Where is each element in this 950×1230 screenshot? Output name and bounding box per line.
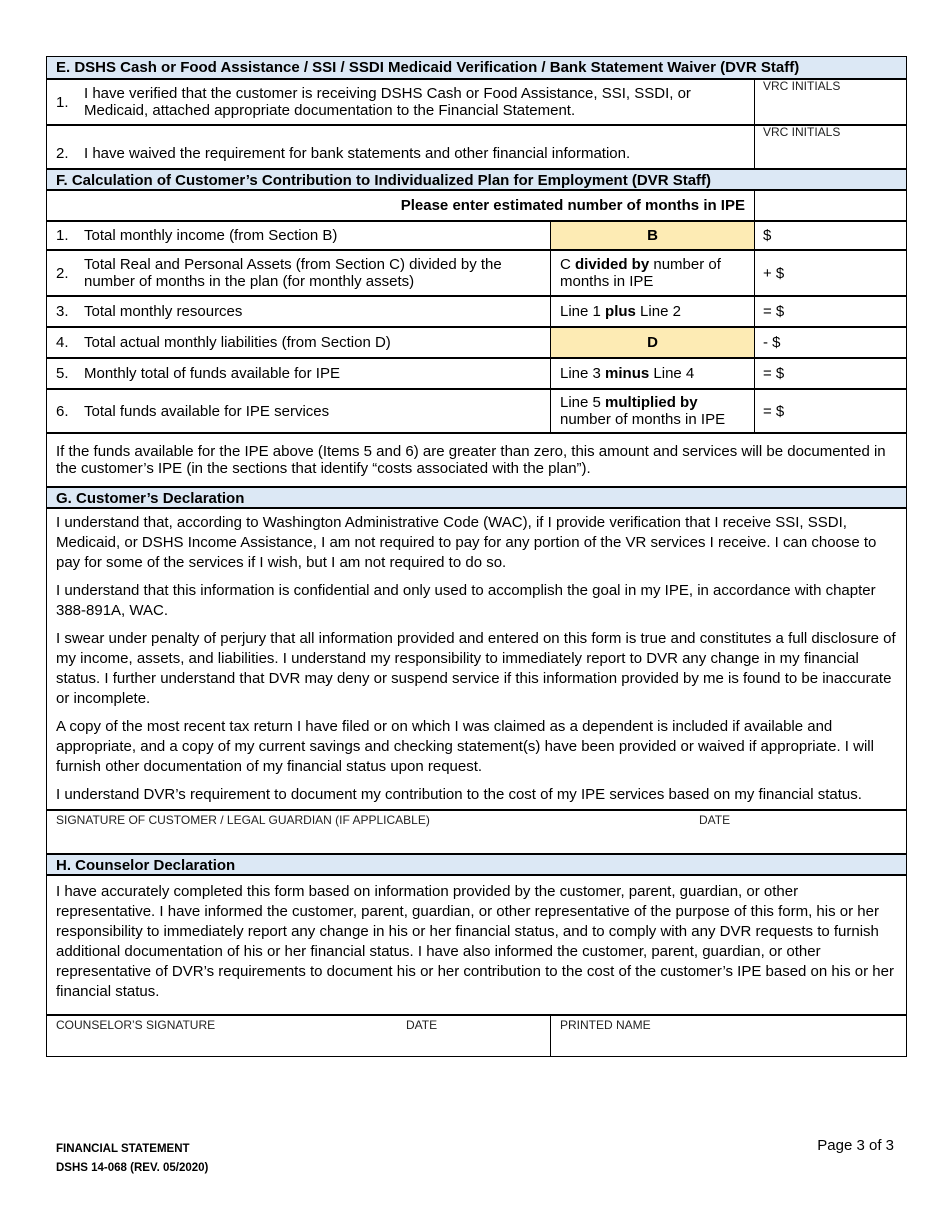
row-number: 3. <box>56 303 69 320</box>
calc-row-desc <box>47 359 551 388</box>
vrc-initials-field-1[interactable] <box>755 80 906 124</box>
calc-row-formula <box>551 390 755 432</box>
section-e-title: E. DSHS Cash or Food Assistance / SSI / SSDI Medicaid Verification / Bank Statement Waiver (DVR Staff) <box>56 59 800 76</box>
calc-row-formula <box>551 222 755 249</box>
row-number: 1. <box>56 227 69 244</box>
row-number: 2. <box>56 264 69 282</box>
section-f-note-text: If the funds available for the IPE above (Items 5 and 6) are greater than zero, this amount and services will be documented in the customer’s IPE (in the sections that identify “costs associated with the plan”). <box>56 443 886 477</box>
calc-row-amount-input[interactable] <box>755 222 906 249</box>
counselor-signature-row <box>47 1014 906 1056</box>
amount-prefix: - $ <box>763 334 781 351</box>
formula-post: number of months in IPE <box>560 256 721 290</box>
vrc-initials-label: VRC INITIALS <box>763 79 841 93</box>
amount-prefix: = $ <box>763 365 785 382</box>
customer-signature-row <box>47 809 906 853</box>
form-title: FINANCIAL STATEMENT <box>56 1143 190 1155</box>
formula-pre: Line 5 <box>560 394 606 411</box>
section-e-header <box>47 57 906 78</box>
row-desc-text: Total Real and Personal Assets (from Section C) divided by the number of months in the plan (for monthly assets) <box>84 256 502 290</box>
formula-post: Line 4 <box>649 365 695 382</box>
calc-row-desc <box>47 251 551 295</box>
section-h-header <box>47 853 906 874</box>
counselor-declaration-text: I have accurately completed this form based on information provided by the customer, parent, guardian, or other representative. I have informed the customer, parent, guardian, or other representative of the purpose of this form, his or her responsibility to immediately report any change in his or her financial status, and to comply with any DVR requests to furnish additional documentation of his or her financial status. I have also informed the customer, parent, guardian, or other representative of DVR’s requirements to document his or her contribution to the cost of the customer’s IPE based on his or her financial status. <box>56 883 894 1000</box>
printed-name-field[interactable] <box>551 1016 906 1056</box>
section-g-header <box>47 486 906 507</box>
calc-row-formula <box>551 359 755 388</box>
declaration-paragraph: A copy of the most recent tax return I have filed or on which I was claimed as a dependent is included if available and appropriate, and a copy of my current savings and checking statement(s) have been provided or waived if appropriate. I will furnish other documentation of my financial status upon request. <box>56 718 874 775</box>
row-number: 6. <box>56 402 69 420</box>
row-desc-text: Monthly total of funds available for IPE <box>84 365 340 382</box>
customer-declaration-text <box>47 509 906 809</box>
calc-row-1 <box>47 220 906 249</box>
section-f-note <box>47 432 906 486</box>
calc-row-amount-input[interactable] <box>755 251 906 295</box>
calc-row-amount-input[interactable] <box>755 328 906 357</box>
item-number: 2. <box>56 144 69 162</box>
calc-row-formula <box>551 251 755 295</box>
section-e-item-1 <box>47 78 906 124</box>
signature-label: SIGNATURE OF CUSTOMER / LEGAL GUARDIAN (IF APPLICABLE) <box>56 813 430 827</box>
counselor-signature-label: COUNSELOR’S SIGNATURE <box>56 1018 216 1032</box>
formula-pre: Line 3 <box>560 365 606 382</box>
row-desc-text: Total monthly income (from Section B) <box>84 227 338 244</box>
formula-pre: C <box>560 256 575 273</box>
calc-row-3 <box>47 295 906 326</box>
form-number: DSHS 14-068 (REV. 05/2020) <box>56 1162 209 1174</box>
vrc-initials-field-2[interactable] <box>755 126 906 168</box>
section-f-header <box>47 168 906 189</box>
formula-operator: multiplied by <box>605 394 698 411</box>
declaration-paragraph: I understand that, according to Washington Administrative Code (WAC), if I provide verification that I receive SSI, SSDI, Medicaid, or DSHS Income Assistance, I am not required to pay for any portion of the VR services I receive. I can choose to pay for some of the services if I wish, but I am not required to do so. <box>56 514 877 571</box>
row-desc-text: Total actual monthly liabilities (from Section D) <box>84 334 391 351</box>
months-in-ipe-prompt <box>47 191 755 220</box>
amount-prefix: $ <box>763 227 772 244</box>
months-in-ipe-row <box>47 189 906 220</box>
counselor-date-field[interactable] <box>397 1016 551 1056</box>
section-h-body <box>47 874 906 1014</box>
customer-signature-field[interactable] <box>47 811 690 853</box>
counselor-signature-field[interactable] <box>47 1016 397 1056</box>
row-desc-text: Total monthly resources <box>84 303 243 320</box>
form-footer <box>56 1140 208 1178</box>
calc-row-desc <box>47 328 551 357</box>
page-number: Page 3 of 3 <box>817 1137 894 1154</box>
formula-post: number of months in IPE <box>560 411 726 428</box>
calc-row-amount-input[interactable] <box>755 359 906 388</box>
formula-operator: plus <box>605 303 636 320</box>
declaration-paragraph: I understand DVR’s requirement to document my contribution to the cost of my IPE services based on my financial status. <box>56 786 862 803</box>
declaration-paragraph: I understand that this information is confidential and only used to accomplish the goal in my IPE, in accordance with chapter 388-891A, WAC. <box>56 582 876 619</box>
section-g-body <box>47 507 906 809</box>
item-text: I have verified that the customer is receiving DSHS Cash or Food Assistance, SSI, SSDI, or Medicaid, attached appropriate documentation to the Financial Statement. <box>84 85 691 119</box>
item-number: 1. <box>56 93 69 111</box>
formula-operator: minus <box>605 365 650 382</box>
printed-name-label: PRINTED NAME <box>560 1018 651 1032</box>
calc-row-amount-input[interactable] <box>755 297 906 326</box>
calc-row-desc <box>47 297 551 326</box>
calc-row-desc <box>47 390 551 432</box>
formula-text: D <box>647 334 658 351</box>
calc-row-4 <box>47 326 906 357</box>
months-prompt-text: Please enter estimated number of months in IPE <box>400 197 745 214</box>
row-desc-text: Total funds available for IPE services <box>84 402 330 420</box>
calc-row-amount-input[interactable] <box>755 390 906 432</box>
formula-operator: divided by <box>575 256 650 273</box>
calc-row-formula <box>551 328 755 357</box>
formula-post: Line 2 <box>635 303 681 320</box>
formula-text: B <box>647 227 658 244</box>
customer-date-field[interactable] <box>690 811 906 853</box>
financial-statement-form <box>46 56 907 1057</box>
months-in-ipe-input[interactable] <box>755 191 906 220</box>
calc-row-5 <box>47 357 906 388</box>
counselor-date-label: DATE <box>406 1018 438 1032</box>
row-number: 5. <box>56 365 69 382</box>
row-number: 4. <box>56 334 69 351</box>
calc-row-2 <box>47 249 906 295</box>
formula-text <box>560 256 745 290</box>
formula-pre: Line 1 <box>560 303 606 320</box>
formula-text <box>560 365 694 382</box>
section-f-title: F. Calculation of Customer’s Contribution to Individualized Plan for Employment (DVR Staff) <box>56 172 712 189</box>
formula-text <box>560 394 745 428</box>
calc-row-6 <box>47 388 906 432</box>
section-e-item-2-text <box>47 126 755 168</box>
date-label: DATE <box>699 813 731 827</box>
item-text: I have waived the requirement for bank statements and other financial information. <box>84 144 631 162</box>
section-e-item-1-text <box>47 80 755 124</box>
section-g-title: G. Customer’s Declaration <box>56 490 245 507</box>
amount-prefix: + $ <box>763 264 785 282</box>
section-e-item-2 <box>47 124 906 168</box>
calc-row-desc <box>47 222 551 249</box>
formula-text <box>560 303 681 320</box>
amount-prefix: = $ <box>763 402 785 420</box>
calc-row-formula <box>551 297 755 326</box>
declaration-paragraph: I swear under penalty of perjury that all information provided and entered on this form is true and constitutes a full disclosure of my income, assets, and liabilities. I understand my responsibility to immediately report to DVR any change in my financial status. I further understand that DVR may deny or suspend service if this information provided by me is found to be inaccurate or incomplete. <box>56 630 896 707</box>
vrc-initials-label: VRC INITIALS <box>763 125 841 139</box>
section-h-title: H. Counselor Declaration <box>56 857 236 874</box>
amount-prefix: = $ <box>763 303 785 320</box>
